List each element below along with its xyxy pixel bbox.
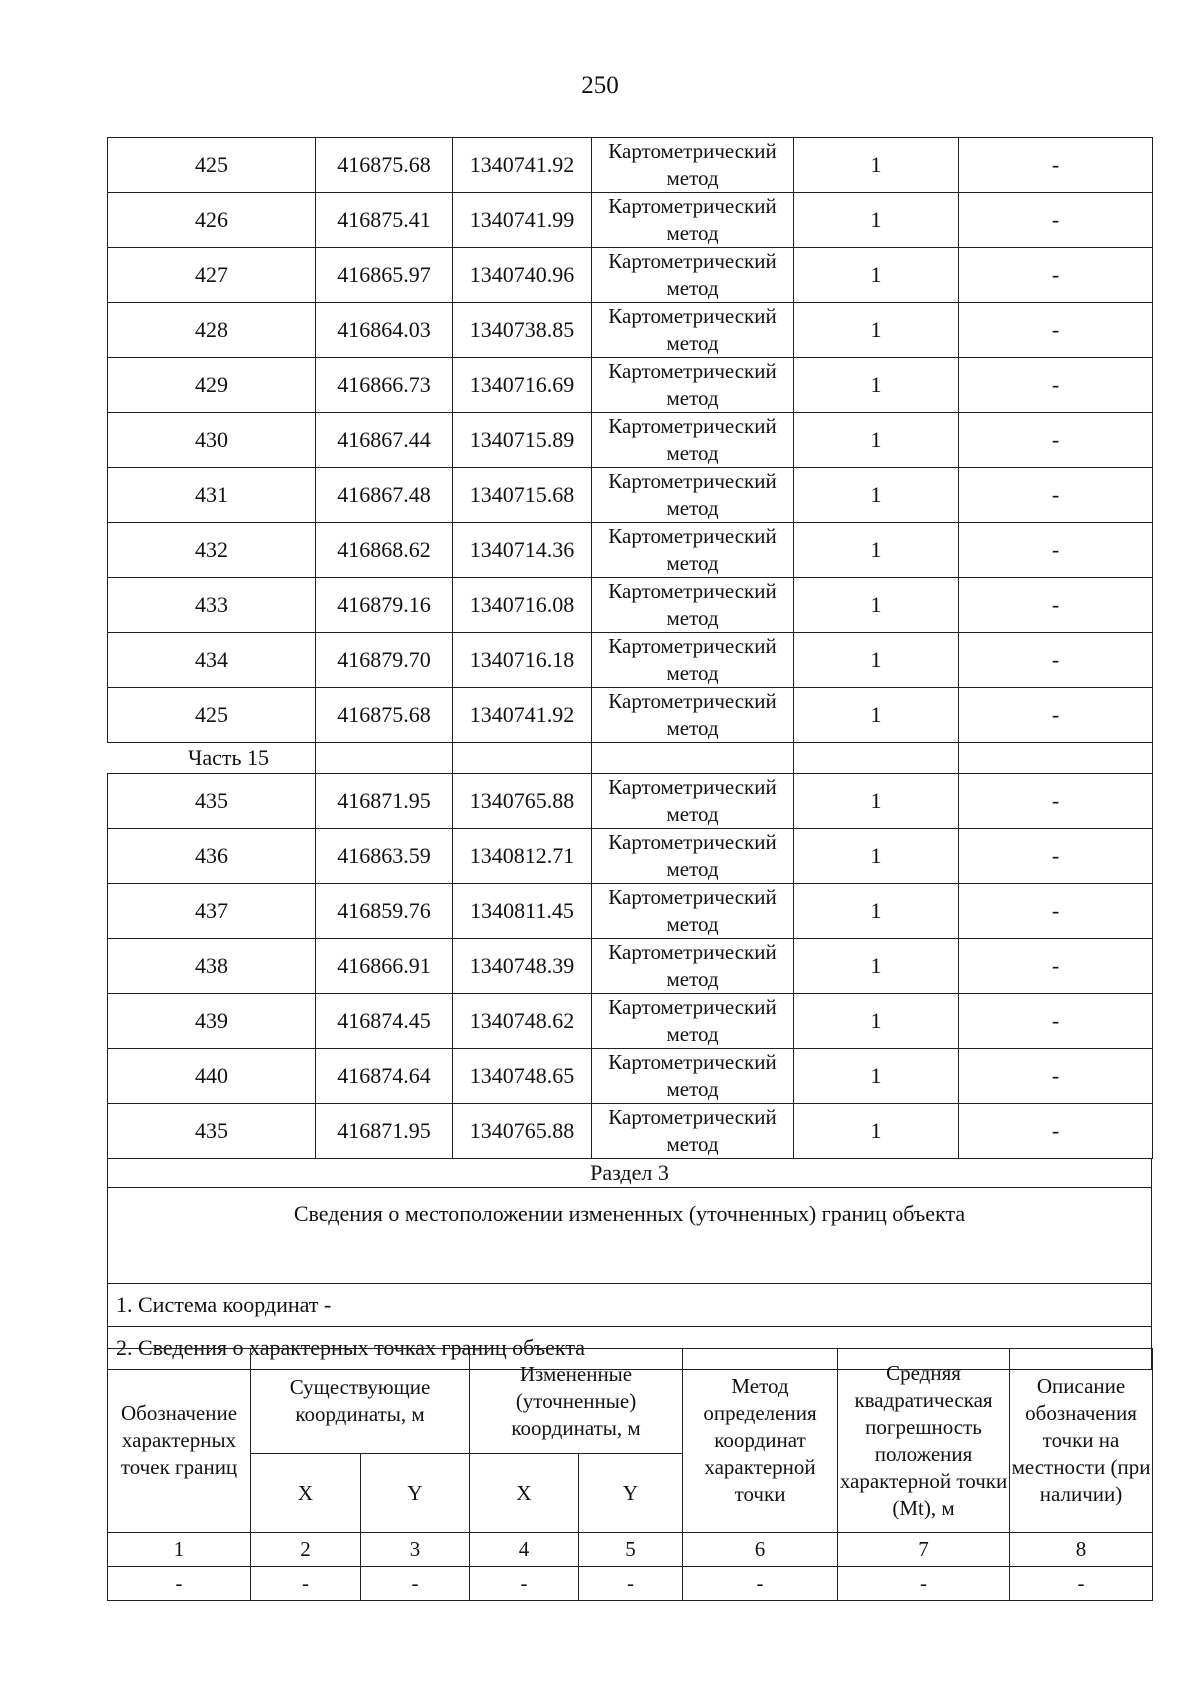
coord-y: 1340741.92: [453, 138, 592, 193]
method-cell: [592, 884, 794, 939]
method-line-1: Картометрический: [608, 885, 777, 909]
mean-error: 1: [794, 633, 959, 688]
method-cell: [592, 939, 794, 994]
method-line-2: метод: [666, 441, 719, 465]
method-cell: [592, 468, 794, 523]
point-number: 435: [108, 774, 316, 829]
column-number: 5: [579, 1533, 683, 1567]
method-cell: [592, 138, 794, 193]
empty-cell: [453, 743, 592, 774]
table-row: [108, 994, 1153, 1049]
method-line-1: Картометрический: [608, 249, 777, 273]
method-line-2: метод: [666, 606, 719, 630]
method-line-1: Картометрический: [608, 689, 777, 713]
part-label: Часть 15: [188, 745, 269, 770]
coord-y: 1340740.96: [453, 248, 592, 303]
table-row: [108, 138, 1153, 193]
method-line-1: Картометрический: [608, 524, 777, 548]
header-changed-coords: Измененные (уточненные) координаты, м: [470, 1349, 683, 1454]
mean-error: 1: [794, 774, 959, 829]
point-description: -: [959, 578, 1153, 633]
table-row: [108, 688, 1153, 743]
coord-x: 416866.91: [316, 939, 453, 994]
coord-y: 1340716.18: [453, 633, 592, 688]
mean-error: 1: [794, 829, 959, 884]
method-cell: [592, 193, 794, 248]
column-numbers-row: [108, 1533, 1153, 1567]
coord-x: 416875.68: [316, 688, 453, 743]
point-description: -: [959, 468, 1153, 523]
method-cell: [592, 1104, 794, 1159]
column-number: 8: [1010, 1533, 1153, 1567]
method-line-2: метод: [666, 716, 719, 740]
coord-x: 416875.41: [316, 193, 453, 248]
point-description: -: [959, 248, 1153, 303]
point-number: 432: [108, 523, 316, 578]
coord-y: 1340716.69: [453, 358, 592, 413]
point-number: 427: [108, 248, 316, 303]
empty-value: -: [470, 1567, 579, 1601]
method-cell: [592, 688, 794, 743]
coord-y: 1340811.45: [453, 884, 592, 939]
table-row: [108, 1104, 1153, 1159]
method-line-2: метод: [666, 912, 719, 936]
point-number: 436: [108, 829, 316, 884]
empty-value: -: [1010, 1567, 1153, 1601]
method-line-2: метод: [666, 661, 719, 685]
method-line-1: Картометрический: [608, 634, 777, 658]
table-row: [108, 1049, 1153, 1104]
point-description: -: [959, 1104, 1153, 1159]
coord-x: 416867.44: [316, 413, 453, 468]
method-cell: [592, 358, 794, 413]
method-line-2: метод: [666, 551, 719, 575]
method-cell: [592, 248, 794, 303]
method-line-2: метод: [666, 331, 719, 355]
coord-y: 1340715.89: [453, 413, 592, 468]
coord-x: 416875.68: [316, 138, 453, 193]
method-line-1: Картометрический: [608, 940, 777, 964]
table-row: [108, 303, 1153, 358]
coord-x: 416867.48: [316, 468, 453, 523]
mean-error: 1: [794, 884, 959, 939]
coord-y: 1340765.88: [453, 1104, 592, 1159]
point-description: -: [959, 774, 1153, 829]
coord-x: 416859.76: [316, 884, 453, 939]
method-line-2: метод: [666, 166, 719, 190]
section-subtitle: Сведения о местоположении измененных (уточненных) границ объекта: [108, 1188, 1152, 1284]
method-line-2: метод: [666, 386, 719, 410]
table-row: [108, 523, 1153, 578]
coord-x: 416864.03: [316, 303, 453, 358]
method-cell: [592, 829, 794, 884]
method-line-1: Картометрический: [608, 830, 777, 854]
point-description: -: [959, 633, 1153, 688]
header-point-designation: Обозначение характерных точек границ: [108, 1349, 251, 1533]
point-number: 426: [108, 193, 316, 248]
mean-error: 1: [794, 248, 959, 303]
mean-error: 1: [794, 578, 959, 633]
table-row: [108, 578, 1153, 633]
coord-y: 1340748.65: [453, 1049, 592, 1104]
table-row: [108, 939, 1153, 994]
header-method: Метод определения координат характерной точки: [683, 1349, 838, 1533]
header-existing-x: X: [251, 1454, 361, 1533]
point-description: -: [959, 193, 1153, 248]
point-description: -: [959, 303, 1153, 358]
page-number: 250: [581, 72, 619, 99]
column-number: 1: [108, 1533, 251, 1567]
method-line-2: метод: [666, 221, 719, 245]
mean-error: 1: [794, 523, 959, 578]
coord-y: 1340716.08: [453, 578, 592, 633]
coord-x: 416863.59: [316, 829, 453, 884]
point-description: -: [959, 829, 1153, 884]
method-line-2: метод: [666, 1022, 719, 1046]
point-number: 434: [108, 633, 316, 688]
column-number: 6: [683, 1533, 838, 1567]
point-number: 439: [108, 994, 316, 1049]
mean-error: 1: [794, 468, 959, 523]
method-cell: [592, 578, 794, 633]
point-description: -: [959, 358, 1153, 413]
method-line-1: Картометрический: [608, 139, 777, 163]
point-description: -: [959, 939, 1153, 994]
table-row: [108, 413, 1153, 468]
point-number: 430: [108, 413, 316, 468]
table-row: [108, 829, 1153, 884]
point-description: -: [959, 138, 1153, 193]
section-title: Раздел 3: [108, 1159, 1152, 1188]
table-row: [108, 633, 1153, 688]
empty-cell: [959, 743, 1153, 774]
coord-y: 1340715.68: [453, 468, 592, 523]
table-row: [108, 193, 1153, 248]
empty-value: -: [683, 1567, 838, 1601]
coordinates-table: [107, 137, 1153, 1159]
mean-error: 1: [794, 358, 959, 413]
coord-y: 1340714.36: [453, 523, 592, 578]
coord-x: 416871.95: [316, 1104, 453, 1159]
point-description: -: [959, 523, 1153, 578]
coord-y: 1340812.71: [453, 829, 592, 884]
table-row: [108, 884, 1153, 939]
section-3-block: [107, 1158, 1152, 1370]
table-row: [108, 358, 1153, 413]
method-cell: [592, 303, 794, 358]
coord-y: 1340748.62: [453, 994, 592, 1049]
boundary-points-table: [107, 1348, 1153, 1601]
point-number: 433: [108, 578, 316, 633]
method-cell: [592, 774, 794, 829]
column-number: 4: [470, 1533, 579, 1567]
coord-y: 1340741.99: [453, 193, 592, 248]
mean-error: 1: [794, 138, 959, 193]
empty-value: -: [108, 1567, 251, 1601]
coord-x: 416868.62: [316, 523, 453, 578]
mean-error: 1: [794, 1049, 959, 1104]
column-number: 2: [251, 1533, 361, 1567]
point-description: -: [959, 413, 1153, 468]
coord-x: 416879.16: [316, 578, 453, 633]
method-line-1: Картометрический: [608, 469, 777, 493]
empty-cell: [592, 743, 794, 774]
point-number: 435: [108, 1104, 316, 1159]
point-description: -: [959, 688, 1153, 743]
method-line-2: метод: [666, 967, 719, 991]
coord-x: 416874.45: [316, 994, 453, 1049]
point-number: 438: [108, 939, 316, 994]
method-line-1: Картометрический: [608, 775, 777, 799]
mean-error: 1: [794, 1104, 959, 1159]
method-line-2: метод: [666, 1077, 719, 1101]
empty-cell: [316, 743, 453, 774]
method-line-1: Картометрический: [608, 995, 777, 1019]
header-mean-error: Средняя квадратическая погрешность положения характерной точки (Mt), м: [838, 1349, 1010, 1533]
coord-x: 416865.97: [316, 248, 453, 303]
method-line-1: Картометрический: [608, 1050, 777, 1074]
point-description: -: [959, 1049, 1153, 1104]
header-existing-coords: Существующие координаты, м: [251, 1349, 470, 1454]
column-number: 7: [838, 1533, 1010, 1567]
point-description: -: [959, 884, 1153, 939]
point-number: 440: [108, 1049, 316, 1104]
method-line-2: метод: [666, 1132, 719, 1156]
point-number: 431: [108, 468, 316, 523]
method-line-1: Картометрический: [608, 1105, 777, 1129]
method-line-2: метод: [666, 276, 719, 300]
coord-x: 416879.70: [316, 633, 453, 688]
method-cell: [592, 994, 794, 1049]
coord-y: 1340738.85: [453, 303, 592, 358]
point-description: -: [959, 994, 1153, 1049]
method-line-2: метод: [666, 802, 719, 826]
mean-error: 1: [794, 994, 959, 1049]
column-number: 3: [361, 1533, 470, 1567]
mean-error: 1: [794, 939, 959, 994]
mean-error: 1: [794, 193, 959, 248]
coord-x: 416871.95: [316, 774, 453, 829]
coord-y: 1340765.88: [453, 774, 592, 829]
coord-system-line: 1. Система координат -: [108, 1284, 1152, 1327]
mean-error: 1: [794, 688, 959, 743]
point-number: 437: [108, 884, 316, 939]
method-line-2: метод: [666, 857, 719, 881]
empty-values-row: [108, 1567, 1153, 1601]
method-cell: [592, 1049, 794, 1104]
method-cell: [592, 633, 794, 688]
header-changed-y: Y: [579, 1454, 683, 1533]
coord-y: 1340748.39: [453, 939, 592, 994]
point-number: 425: [108, 688, 316, 743]
coord-y: 1340741.92: [453, 688, 592, 743]
method-cell: [592, 413, 794, 468]
method-cell: [592, 523, 794, 578]
header-description: Описание обозначения точки на местности (при наличии): [1010, 1349, 1153, 1533]
method-line-1: Картометрический: [608, 194, 777, 218]
method-line-1: Картометрический: [608, 414, 777, 438]
table-row: [108, 248, 1153, 303]
point-number: 428: [108, 303, 316, 358]
header-existing-y: Y: [361, 1454, 470, 1533]
method-line-1: Картометрический: [608, 359, 777, 383]
method-line-1: Картометрический: [608, 304, 777, 328]
points-heading: 2. Сведения о характерных точках границ объекта: [108, 1327, 1152, 1370]
coord-x: 416866.73: [316, 358, 453, 413]
point-number: 429: [108, 358, 316, 413]
empty-value: -: [251, 1567, 361, 1601]
header-changed-x: X: [470, 1454, 579, 1533]
point-number: 425: [108, 138, 316, 193]
mean-error: 1: [794, 303, 959, 358]
method-line-2: метод: [666, 496, 719, 520]
table-row: [108, 468, 1153, 523]
empty-value: -: [361, 1567, 470, 1601]
method-line-1: Картометрический: [608, 579, 777, 603]
mean-error: 1: [794, 413, 959, 468]
coord-x: 416874.64: [316, 1049, 453, 1104]
part-row: [108, 743, 1153, 774]
table-row: [108, 774, 1153, 829]
empty-value: -: [579, 1567, 683, 1601]
empty-cell: [794, 743, 959, 774]
empty-value: -: [838, 1567, 1010, 1601]
